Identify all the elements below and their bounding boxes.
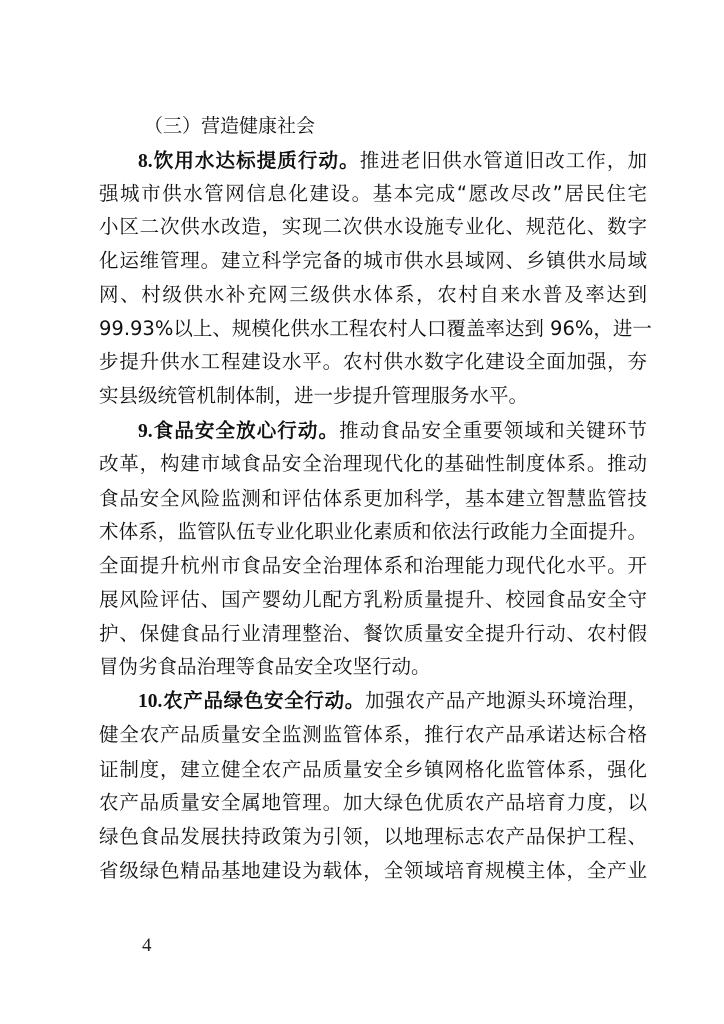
item-9-line-6: 展风险评估、国产婴幼儿配方乳粉质量提升、校园食品安全守 bbox=[99, 588, 647, 611]
item-10-line-6: 省级绿色精品基地建设为载体，全领域培育规模主体，全产业 bbox=[99, 859, 647, 882]
item-9-line-1: 推动食品安全重要领域和关键环节 bbox=[339, 419, 647, 442]
item-8-line-5: 网、村级供水补充网三级供水体系，农村自来水普及率达到 bbox=[99, 283, 647, 306]
item-8-number: 8. bbox=[138, 151, 153, 172]
item-9-line-5: 全面提升杭州市食品安全治理体系和治理能力现代化水平。开 bbox=[99, 554, 647, 577]
item-9-title: 食品安全放心行动。 bbox=[152, 419, 340, 442]
item-10-line-1: 加强农产品产地源头环境治理， bbox=[364, 689, 647, 712]
paragraph-9-first-line bbox=[138, 417, 647, 446]
item-8-line-8: 实县级统管机制体制，进一步提升管理服务水平。 bbox=[99, 384, 529, 407]
paragraph-8-first-line bbox=[138, 147, 647, 176]
item-10-title: 农产品绿色安全行动。 bbox=[162, 689, 365, 712]
item-10-line-4: 农产品质量安全属地管理。加大绿色优质农产品培育力度，以 bbox=[99, 791, 647, 814]
item-10-number: 10. bbox=[138, 691, 163, 712]
item-9-line-4: 术体系，监管队伍专业化职业化素质和依法行政能力全面提升。 bbox=[99, 520, 647, 543]
item-10-line-3: 证制度，建立健全农产品质量安全乡镇网格化监管体系，强化 bbox=[99, 758, 647, 781]
paragraph-10-first-line bbox=[138, 687, 647, 716]
item-9-line-3: 食品安全风险监测和评估体系更加科学，基本建立智慧监管技 bbox=[99, 487, 647, 510]
item-8-line-7: 步提升供水工程建设水平。农村供水数字化建设全面加强，夯 bbox=[99, 350, 647, 373]
item-9-line-2: 改革，构建市域食品安全治理现代化的基础性制度体系。推动 bbox=[99, 452, 647, 475]
item-9-line-7: 护、保健食品行业清理整治、餐饮质量安全提升行动、农村假 bbox=[99, 622, 647, 645]
item-9-line-8: 冒伪劣食品治理等食品安全攻坚行动。 bbox=[99, 655, 431, 678]
item-8-line-3: 小区二次供水改造，实现二次供水设施专业化、规范化、数字 bbox=[99, 215, 647, 238]
item-10-line-5: 绿色食品发展扶持政策为引领，以地理标志农产品保护工程、 bbox=[99, 825, 647, 848]
item-8-line-4: 化运维管理。建立科学完备的城市供水县域网、乡镇供水局域 bbox=[99, 249, 647, 272]
item-10-line-2: 健全农产品质量安全监测监管体系，推行农产品承诺达标合格 bbox=[99, 723, 647, 746]
item-9-number: 9. bbox=[138, 421, 153, 442]
item-8-line-6: 99.93%以上、规模化供水工程农村人口覆盖率达到 96%，进一 bbox=[99, 317, 652, 340]
item-8-title: 饮用水达标提质行动。 bbox=[152, 149, 360, 172]
item-8-line-1: 推进老旧供水管道旧改工作，加 bbox=[359, 149, 647, 172]
item-8-line-2: 强城市供水管网信息化建设。基本完成“愿改尽改”居民住宅 bbox=[99, 182, 647, 205]
page-number: 4 bbox=[142, 935, 152, 956]
section-heading: （三）营造健康社会 bbox=[144, 115, 316, 137]
